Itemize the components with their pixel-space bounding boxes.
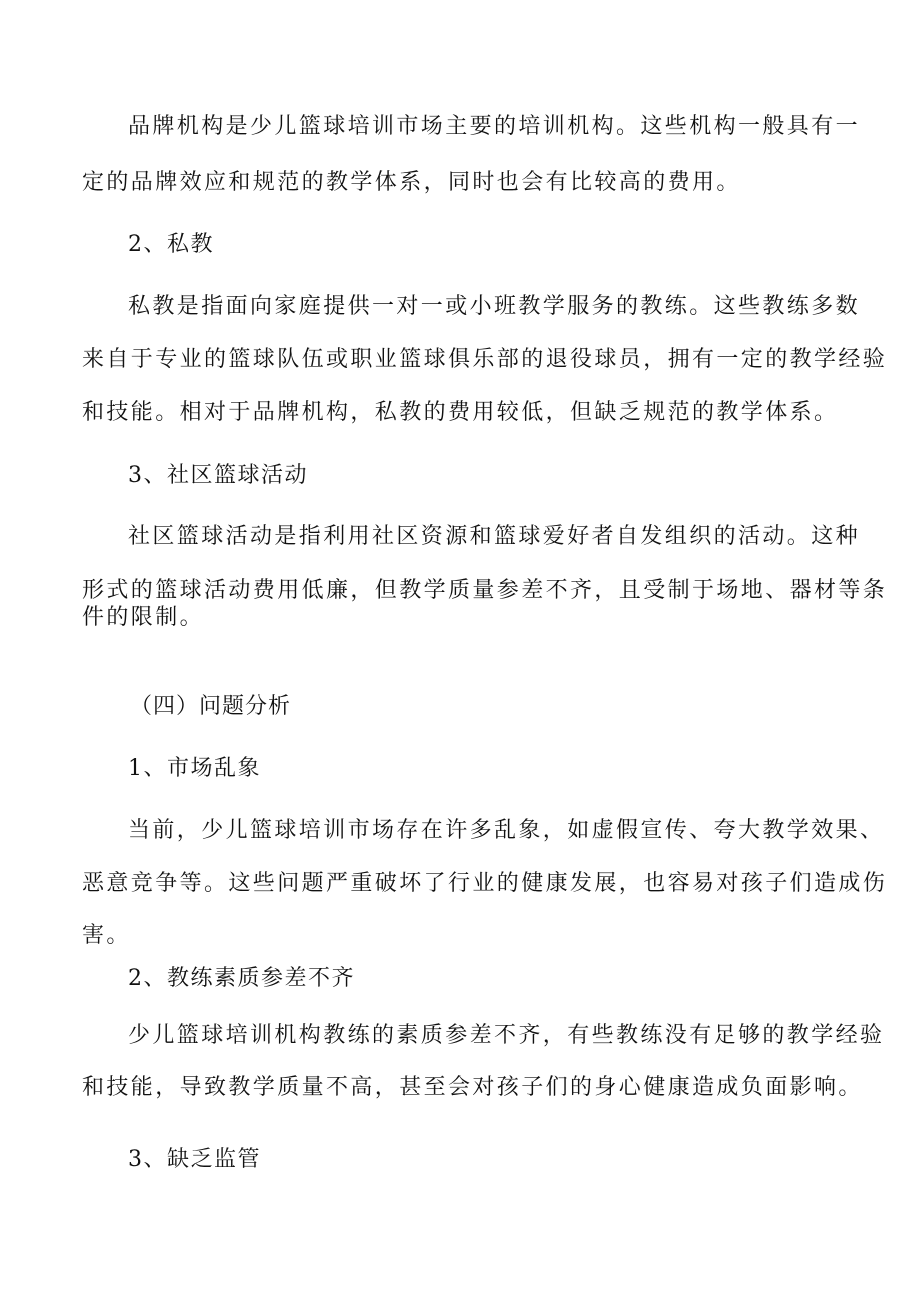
paragraph-community-line-1: 社区篮球活动是指利用社区资源和篮球爱好者自发组织的活动。这种: [128, 524, 861, 549]
paragraph-coach-line-1: 少儿篮球培训机构教练的素质参差不齐，有些教练没有足够的教学经验: [128, 1023, 885, 1048]
heading-coach-quality: 2、教练素质参差不齐: [128, 966, 355, 991]
heading-market-chaos: 1、市场乱象: [128, 756, 261, 781]
paragraph-private-line-1: 私教是指面向家庭提供一对一或小班教学服务的教练。这些教练多数: [128, 294, 861, 319]
paragraph-brand-line-1: 品牌机构是少儿篮球培训市场主要的培训机构。这些机构一般具有一: [128, 114, 861, 139]
paragraph-coach-line-2: 和技能，导致教学质量不高，甚至会对孩子们的身心健康造成负面影响。: [82, 1075, 863, 1100]
heading-lack-of-supervision: 3、缺乏监管: [128, 1147, 261, 1172]
heading-community-activity: 3、社区篮球活动: [128, 463, 308, 488]
paragraph-private-line-3: 和技能。相对于品牌机构，私教的费用较低，但缺乏规范的教学体系。: [82, 400, 839, 425]
paragraph-private-line-2: 来自于专业的篮球队伍或职业篮球俱乐部的退役球员，拥有一定的教学经验: [82, 347, 888, 372]
paragraph-market-line-2: 恶意竞争等。这些问题严重破坏了行业的健康发展，也容易对孩子们造成伤: [82, 871, 888, 896]
section-heading-problem-analysis: （四）问题分析: [130, 694, 292, 719]
paragraph-brand-line-2: 定的品牌效应和规范的教学体系，同时也会有比较高的费用。: [82, 170, 741, 195]
paragraph-community-line-2: 形式的篮球活动费用低廉，但教学质量参差不齐，且受制于场地、器材等条: [82, 578, 888, 603]
paragraph-market-line-3: 害。: [82, 923, 131, 948]
heading-private-coach: 2、私教: [128, 232, 214, 257]
paragraph-community-line-3: 件的限制。: [82, 605, 205, 630]
paragraph-market-line-1: 当前，少儿篮球培训市场存在许多乱象，如虚假宣传、夸大教学效果、: [128, 818, 885, 843]
